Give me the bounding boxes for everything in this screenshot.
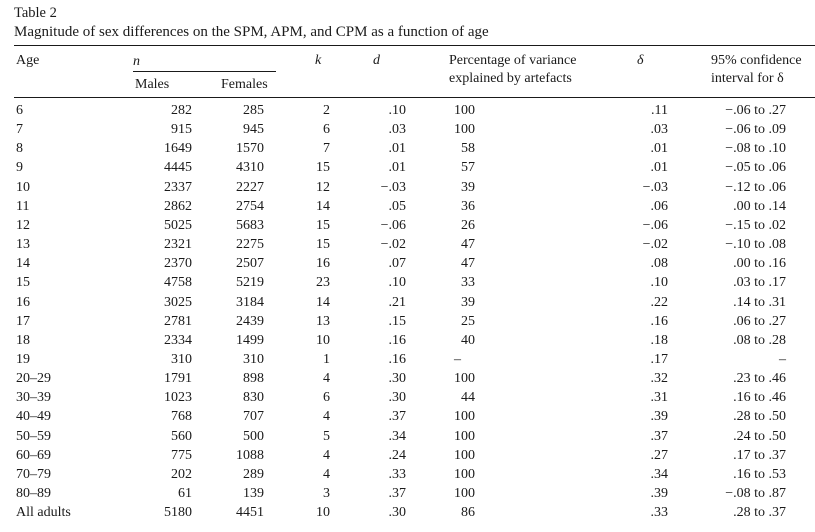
cell-k: 15 — [316, 237, 330, 253]
cell-d: .07 — [388, 256, 406, 272]
cell-age: 14 — [16, 256, 30, 272]
cell-d: −.02 — [380, 237, 406, 253]
cell-ci: – — [779, 351, 786, 367]
cell-ci: .17 to .37 — [733, 447, 786, 463]
cell-k: 1 — [323, 351, 330, 367]
cell-females: 2227 — [236, 179, 264, 195]
cell-age: 18 — [16, 332, 30, 348]
cell-variance: 100 — [454, 466, 475, 482]
cell-males: 2334 — [164, 332, 192, 348]
cell-males: 768 — [171, 409, 192, 425]
cell-males: 915 — [171, 122, 192, 138]
cell-males: 4758 — [164, 275, 192, 291]
cell-d: .30 — [388, 390, 406, 406]
cell-females: 4451 — [236, 505, 264, 521]
cell-age: 7 — [16, 122, 23, 138]
cell-delta: .27 — [650, 447, 668, 463]
cell-females: 1570 — [236, 141, 264, 157]
cell-females: 285 — [243, 103, 264, 118]
cell-males: 1023 — [164, 390, 192, 406]
cell-age: 10 — [16, 179, 30, 195]
cell-d: .01 — [388, 141, 406, 157]
cell-k: 4 — [323, 371, 330, 387]
cell-delta: −.06 — [642, 217, 668, 233]
cell-variance: 100 — [454, 447, 475, 463]
cell-age: 15 — [16, 275, 30, 291]
cell-age: 70–79 — [16, 466, 51, 482]
cell-females: 500 — [243, 428, 264, 444]
cell-delta: .18 — [650, 332, 668, 348]
cell-ci: −.08 to .10 — [725, 141, 786, 157]
cell-age: All adults — [16, 505, 71, 521]
cell-males: 3025 — [164, 294, 192, 310]
cell-females: 707 — [243, 409, 264, 425]
cell-k: 3 — [323, 486, 330, 501]
cell-k: 16 — [316, 256, 330, 272]
cell-d: .16 — [388, 332, 406, 348]
cell-males: 2781 — [164, 313, 192, 329]
cell-males: 5180 — [164, 505, 192, 521]
cell-variance: 47 — [461, 237, 475, 253]
cell-ci: −.10 to .08 — [725, 237, 786, 253]
cell-ci: .16 to .53 — [733, 466, 786, 482]
cell-males: 2370 — [164, 256, 192, 272]
header-n: n — [133, 54, 140, 69]
cell-k: 10 — [316, 332, 330, 348]
cell-variance: 36 — [461, 198, 475, 214]
cell-ci: .28 to .50 — [733, 409, 786, 425]
cell-variance: 57 — [461, 160, 475, 176]
cell-age: 8 — [16, 141, 23, 157]
cell-females: 2439 — [236, 313, 264, 329]
cell-delta: .33 — [650, 505, 668, 521]
cell-ci: .06 to .27 — [733, 313, 786, 329]
cell-delta: .01 — [650, 160, 668, 176]
cell-females: 2754 — [236, 198, 264, 214]
cell-females: 5219 — [236, 275, 264, 291]
cell-d: .30 — [388, 371, 406, 387]
cell-d: .34 — [388, 428, 406, 444]
cell-k: 12 — [316, 179, 330, 195]
cell-k: 14 — [316, 294, 330, 310]
table-caption: Magnitude of sex differences on the SPM, APM, and CPM as a function of age — [14, 24, 489, 40]
cell-females: 830 — [243, 390, 264, 406]
cell-males: 61 — [178, 486, 192, 501]
cell-variance: 47 — [461, 256, 475, 272]
cell-variance: 44 — [461, 390, 475, 406]
cell-delta: .39 — [650, 409, 668, 425]
cell-variance: 39 — [461, 294, 475, 310]
cell-ci: .23 to .46 — [733, 371, 786, 387]
header-d: d — [373, 53, 380, 68]
cell-females: 310 — [243, 351, 264, 367]
cell-age: 13 — [16, 237, 30, 253]
cell-delta: −.02 — [642, 237, 668, 253]
cell-delta: .37 — [650, 428, 668, 444]
header-ci-line1: 95% confidence — [711, 53, 802, 68]
cell-d: .05 — [388, 198, 406, 214]
cell-k: 6 — [323, 122, 330, 138]
cell-ci: .14 to .31 — [733, 294, 786, 310]
cell-ci: .28 to .37 — [733, 505, 786, 521]
cell-age: 30–39 — [16, 390, 51, 406]
cell-d: .15 — [388, 313, 406, 329]
cell-delta: .22 — [650, 294, 668, 310]
cell-delta: .32 — [650, 371, 668, 387]
cell-k: 15 — [316, 217, 330, 233]
cell-males: 202 — [171, 466, 192, 482]
cell-d: .10 — [388, 275, 406, 291]
header-bottom-rule — [14, 97, 815, 98]
cell-delta: .16 — [650, 313, 668, 329]
cell-ci: −.12 to .06 — [725, 179, 786, 195]
cell-variance: 100 — [454, 428, 475, 444]
cell-delta: −.03 — [642, 179, 668, 195]
cell-d: −.06 — [380, 217, 406, 233]
cell-ci: .00 to .16 — [733, 256, 786, 272]
cell-variance: 86 — [461, 505, 475, 521]
cell-variance: 100 — [454, 371, 475, 387]
cell-age: 80–89 — [16, 486, 51, 501]
cell-males: 1791 — [164, 371, 192, 387]
cell-males: 2862 — [164, 198, 192, 214]
cell-k: 10 — [316, 505, 330, 521]
cell-age: 12 — [16, 217, 30, 233]
cell-ci: −.06 to .09 — [725, 122, 786, 138]
cell-k: 5 — [323, 428, 330, 444]
cell-age: 16 — [16, 294, 30, 310]
cell-delta: .01 — [650, 141, 668, 157]
cell-females: 139 — [243, 486, 264, 501]
cell-d: .37 — [388, 486, 406, 501]
cell-delta: .11 — [651, 103, 668, 118]
cell-females: 2507 — [236, 256, 264, 272]
table-label: Table 2 — [14, 5, 57, 21]
cell-ci: −.06 to .27 — [725, 103, 786, 118]
cell-males: 560 — [171, 428, 192, 444]
cell-d: .24 — [388, 447, 406, 463]
cell-delta: .10 — [650, 275, 668, 291]
cell-ci: .00 to .14 — [733, 198, 786, 214]
cell-k: 15 — [316, 160, 330, 176]
header-delta: δ — [637, 53, 644, 68]
cell-males: 2321 — [164, 237, 192, 253]
cell-d: .33 — [388, 466, 406, 482]
cell-variance: 26 — [461, 217, 475, 233]
cell-ci: .16 to .46 — [733, 390, 786, 406]
cell-ci: −.08 to .87 — [725, 486, 786, 501]
cell-females: 2275 — [236, 237, 264, 253]
cell-males: 1649 — [164, 141, 192, 157]
cell-age: 6 — [16, 103, 23, 118]
cell-variance: 40 — [461, 332, 475, 348]
cell-males: 282 — [171, 103, 192, 118]
top-rule — [14, 45, 815, 46]
header-ci-line2: interval for δ — [711, 71, 784, 86]
cell-k: 23 — [316, 275, 330, 291]
cell-k: 14 — [316, 198, 330, 214]
cell-females: 4310 — [236, 160, 264, 176]
cell-age: 60–69 — [16, 447, 51, 463]
cell-age: 40–49 — [16, 409, 51, 425]
cell-ci: −.05 to .06 — [725, 160, 786, 176]
cell-delta: .31 — [650, 390, 668, 406]
cell-k: 6 — [323, 390, 330, 406]
cell-delta: .34 — [650, 466, 668, 482]
cell-d: .16 — [388, 351, 406, 367]
cell-females: 945 — [243, 122, 264, 138]
cell-k: 7 — [323, 141, 330, 157]
cell-age: 19 — [16, 351, 30, 367]
cell-delta: .03 — [650, 122, 668, 138]
cell-variance: 100 — [454, 409, 475, 425]
cell-ci: .08 to .28 — [733, 332, 786, 348]
cell-ci: .03 to .17 — [733, 275, 786, 291]
cell-d: .37 — [388, 409, 406, 425]
cell-d: −.03 — [380, 179, 406, 195]
cell-variance: 25 — [461, 313, 475, 329]
n-subheader-rule — [133, 71, 276, 72]
cell-variance: 100 — [454, 103, 475, 118]
cell-k: 4 — [323, 409, 330, 425]
cell-variance: – — [454, 351, 461, 367]
cell-k: 13 — [316, 313, 330, 329]
cell-delta: .17 — [650, 351, 668, 367]
cell-females: 5683 — [236, 217, 264, 233]
cell-d: .03 — [388, 122, 406, 138]
cell-d: .21 — [388, 294, 406, 310]
cell-males: 2337 — [164, 179, 192, 195]
cell-age: 50–59 — [16, 428, 51, 444]
cell-variance: 39 — [461, 179, 475, 195]
cell-age: 17 — [16, 313, 30, 329]
cell-males: 4445 — [164, 160, 192, 176]
header-variance-line1: Percentage of variance — [449, 53, 577, 68]
cell-k: 4 — [323, 447, 330, 463]
header-k: k — [315, 53, 322, 68]
cell-females: 3184 — [236, 294, 264, 310]
header-variance-line2: explained by artefacts — [449, 71, 572, 86]
cell-females: 289 — [243, 466, 264, 482]
cell-variance: 100 — [454, 122, 475, 138]
header-females: Females — [221, 77, 268, 92]
cell-age: 11 — [16, 198, 30, 214]
cell-k: 2 — [323, 103, 330, 118]
header-age: Age — [16, 53, 40, 68]
cell-females: 898 — [243, 371, 264, 387]
cell-variance: 100 — [454, 486, 475, 501]
cell-males: 310 — [171, 351, 192, 367]
cell-males: 5025 — [164, 217, 192, 233]
cell-delta: .08 — [650, 256, 668, 272]
cell-females: 1088 — [236, 447, 264, 463]
cell-variance: 33 — [461, 275, 475, 291]
cell-d: .01 — [388, 160, 406, 176]
cell-ci: .24 to .50 — [733, 428, 786, 444]
cell-delta: .39 — [650, 486, 668, 501]
cell-d: .30 — [388, 505, 406, 521]
cell-age: 9 — [16, 160, 23, 176]
cell-ci: −.15 to .02 — [725, 217, 786, 233]
cell-variance: 58 — [461, 141, 475, 157]
cell-k: 4 — [323, 466, 330, 482]
cell-delta: .06 — [650, 198, 668, 214]
cell-d: .10 — [388, 103, 406, 118]
cell-females: 1499 — [236, 332, 264, 348]
header-males: Males — [135, 77, 170, 92]
cell-males: 775 — [171, 447, 192, 463]
cell-age: 20–29 — [16, 371, 51, 387]
